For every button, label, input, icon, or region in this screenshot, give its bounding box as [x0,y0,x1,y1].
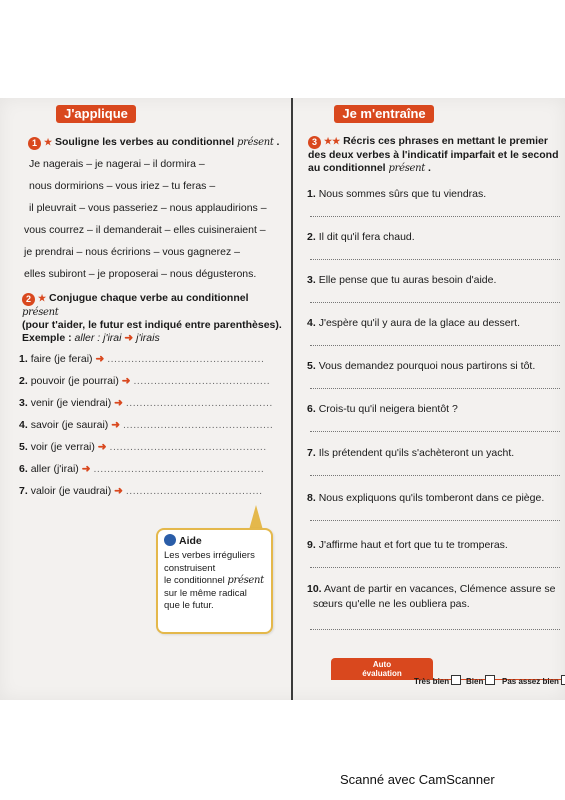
aide-callout [156,528,273,634]
eval-option-pas-assez-bien[interactable]: Pas assez bien [502,675,565,686]
ex3-item-continuation: sœurs qu'elle ne les oubliera pas. [313,598,470,610]
answer-line[interactable] [310,345,560,346]
eval-option-tres-bien[interactable]: Très bien [414,675,461,686]
eval-option-bien[interactable]: Bien [466,675,495,686]
exercise-2-title: 2 ★ Conjugue chaque verbe au conditionnel présent (pour t'aider, le futur est indiqué entre parenthèses). [22,292,282,331]
exercise-number: 3 [308,136,321,149]
ex3-item: 6. Crois-tu qu'il neigera bientôt ? [307,403,458,415]
example-line: Exemple : aller : j'irai ➜ j'irais [22,332,160,344]
star-icon: ★★ [324,136,341,146]
checkbox[interactable] [451,675,461,685]
handwritten-note: présent [388,163,426,174]
checkbox[interactable] [561,675,565,685]
answer-line[interactable] [310,388,560,389]
ex2-item: 5. voir (je verrai) ➜ .............................................. [19,441,267,453]
ex3-item: 10. Avant de partir en vacances, Clémence assure se [307,583,556,595]
ex2-item: 2. pouvoir (je pourrai) ➜ ........................................ [19,375,271,387]
handwritten-note: présent [227,575,264,586]
ex1-line: je prendrai – nous écririons – vous gagnerez – [24,246,240,258]
ex1-line: il pleuvrait – vous passeriez – nous applaudirions – [29,202,267,214]
answer-line[interactable] [310,629,560,630]
ex2-item: 1. faire (je ferai) ➜ .............................................. [19,353,265,365]
tab-japplique: J'applique [56,105,136,123]
exercise-number: 1 [28,137,41,150]
answer-line[interactable] [310,431,560,432]
ex2-item: 7. valoir (je vaudrai) ➜ ........................................ [19,485,263,497]
ex1-line: elles subiront – je proposerai – nous dégusterons. [24,268,257,280]
checkbox[interactable] [485,675,495,685]
answer-line[interactable] [310,302,560,303]
ex3-item: 1. Nous sommes sûrs que tu viendras. [307,188,487,200]
aide-text: Les verbes irréguliers construisent le conditionnel présent sur le même radical que le futur. [164,550,264,611]
exercise-number: 2 [22,293,35,306]
ex1-line: nous dormirions – vous iriez – tu feras – [29,180,216,192]
answer-line[interactable] [310,216,560,217]
ex3-item: 5. Vous demandez pourquoi nous partirons si tôt. [307,360,536,372]
ex2-item: 4. savoir (je saurai) ➜ ............................................ [19,419,274,431]
column-divider [291,98,293,700]
tab-je-mentraine: Je m'entraîne [334,105,434,123]
answer-line[interactable] [310,567,560,568]
aide-callout-tail [249,505,263,530]
answer-line[interactable] [310,475,560,476]
ex3-item: 2. Il dit qu'il fera chaud. [307,231,415,243]
auto-evaluation-label: Auto évaluation [331,658,433,680]
aide-title: Aide [164,534,202,547]
ex1-line: vous courrez – il demanderait – elles cuisineraient – [24,224,266,236]
ex2-item: 6. aller (j'irai) ➜ .................................................. [19,463,265,475]
ex3-item: 9. J'affirme haut et fort que tu te tromperas. [307,539,508,551]
answer-line[interactable] [310,520,560,521]
answer-line[interactable] [310,259,560,260]
ex1-line: Je nagerais – je nagerai – il dormira – [29,158,205,170]
ex2-item: 3. venir (je viendrai) ➜ ........................................... [19,397,273,409]
ex3-item: 7. Ils prétendent qu'ils s'achèteront un yacht. [307,447,515,459]
exercise-1-title: 1 ★ Souligne les verbes au conditionnel présent . [28,136,279,150]
star-icon: ★ [38,293,47,303]
star-icon: ★ [44,137,53,147]
exercise-3-title: 3 ★★ Récris ces phrases en mettant le premier des deux verbes à l'indicatif imparfait et le second au conditionnel présent . [308,135,559,174]
handwritten-note: présent [237,137,274,148]
handwritten-note: présent [22,307,59,318]
camscanner-watermark: Scanné avec CamScanner [340,772,495,787]
ex3-item: 3. Elle pense que tu auras besoin d'aide. [307,274,497,286]
ex3-item: 8. Nous expliquons qu'ils tomberont dans ce piège. [307,492,545,504]
help-icon [164,534,176,546]
ex3-item: 4. J'espère qu'il y aura de la glace au dessert. [307,317,520,329]
